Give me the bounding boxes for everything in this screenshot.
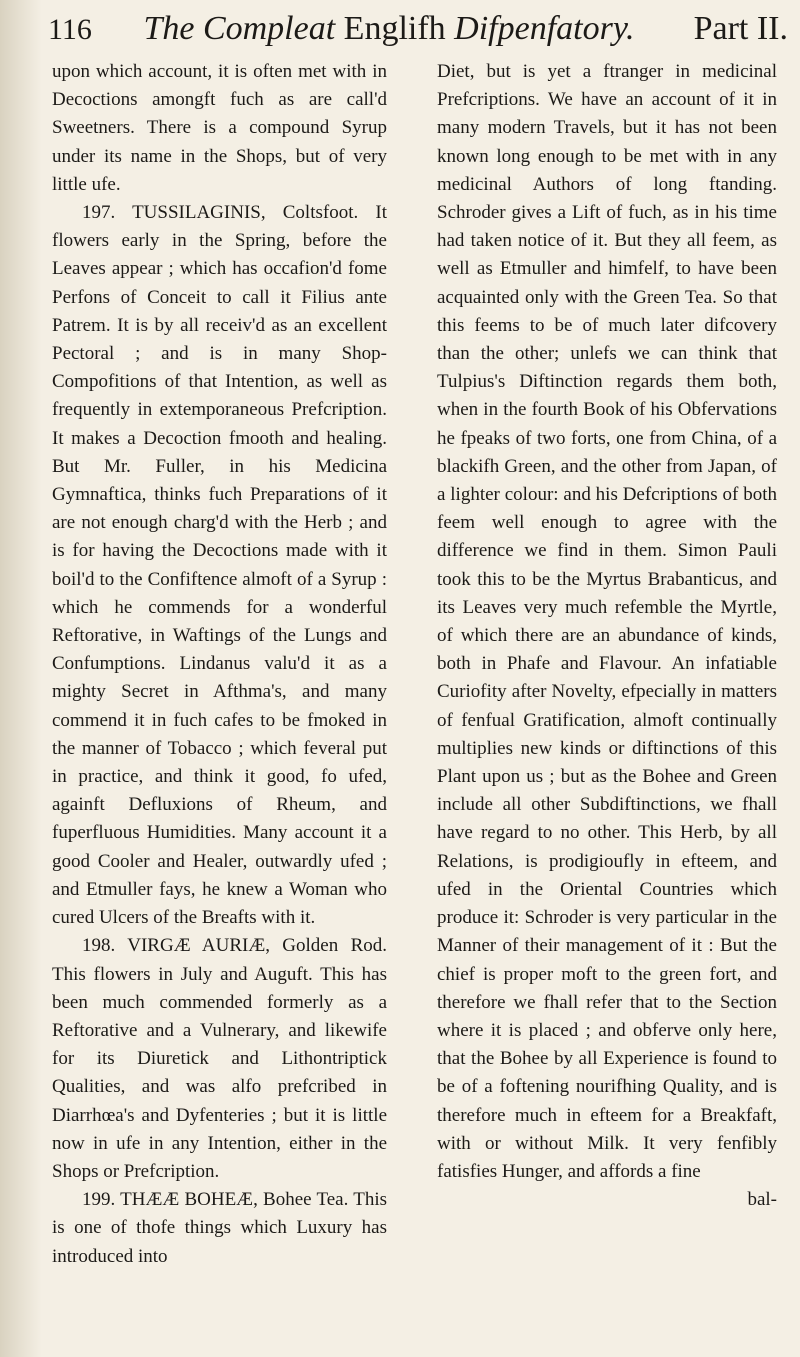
entry-199-bohee-tea: 199. THÆÆ BOHEÆ, Bohee Tea. This is one of thofe things which Luxury has introduced into bbox=[52, 1189, 387, 1267]
title-part-c: Difpenfatory. bbox=[445, 10, 635, 47]
title-part-a: The Compleat bbox=[143, 10, 344, 47]
running-header bbox=[48, 10, 788, 60]
paragraph-bohee-tea-continued: Diet, but is yet a ftranger in medicinal Prefcriptions. We have an account of it in many modern Travels, but it has not been known long enough to be met with in any medicinal Authors of long ftanding. Schroder gives a Lift of fuch, as in his time had taken notice of it. But they all feem, as well as Etmuller and himfelf, to have been acquainted only with the Green Tea. So that this feems to be of much later difcovery than the other; unlefs we can think that Tulpius's Diftinction regards them both, when in the fourth Book of his Obfervations he fpeaks of two forts, one from China, of a blackifh Green, and the other from Japan, of a lighter colour: and his Defcriptions of both feem well enough to agree with the difference we find in them. Simon Pauli took this to be the Myrtus Brabanticus, and its Leaves very much refemble the Myrtle, of which there are an abundance of kinds, both in Phafe and Flavour. An infatiable Curiofity after Novelty, efpecially in matters of fenfual Gratification, almoft continually multiplies new kinds or diftinctions of this Plant upon us ; but as the Bohee and Green include all other Subdiftinctions, we fhall have regard to no other. This Herb, by all Relations, is prodigioufly in efteem, and ufed in the Oriental Countries which produce it: Schroder is very particular in the Manner of their management of it : But the chief is proper moft to the green fort, and therefore we fhall refer that to the Section where it is placed ; and obferve only here, that the Bohee by all Experience is found to be of a foftening nourifhing Quality, and is therefore much in efteem for a Breakfaft, with or without Milk. It very fenfibly fatisfies Hunger, and affords a fine bbox=[437, 61, 777, 1182]
entry-198-golden-rod: 198. VIRGÆ AURIÆ, Golden Rod. This flowers in July and Auguft. This has been much commended formerly as a Reftorative and a Vulnerary, and likewife for its Diuretick and Lithontriptick Qualities, and was alfo prefcribed in Diarrhœa's and Dyfenteries ; but it is little now in ufe in any Intention, either in the Shops or Prefcription. bbox=[52, 935, 387, 1182]
left-column bbox=[52, 58, 387, 1271]
page-gutter-shadow bbox=[0, 0, 42, 1357]
title-part-b: Englifh bbox=[343, 10, 446, 47]
catchword: bal- bbox=[747, 1189, 777, 1211]
page-number: 116 bbox=[48, 13, 92, 46]
running-title bbox=[100, 10, 678, 48]
paragraph-continuation: upon which account, it is often met with in Decoctions amongft fuch as are call'd Sweetners. There is a compound Syrup under its name in the Shops, but of very little ufe. bbox=[52, 61, 387, 195]
entry-197-coltsfoot: 197. TUSSILAGINIS, Coltsfoot. It flowers early in the Spring, before the Leaves appear ; which has occafion'd fome Perfons of Conceit to call it Filius ante Patrem. It is by all receiv'd as an excellent Pectoral ; and is in many Shop-Compofitions of that Intention, as well as frequently in extemporaneous Prefcription. It makes a Decoction fmooth and healing. But Mr. Fuller, in his Medicina Gymnaftica, thinks fuch Preparations of it are not enough charg'd with the Herb ; and is for having the Decoctions made with it boil'd to the Confiftence almoft of a Syrup : which he commends for a wonderful Reftorative, in Waftings of the Lungs and Confumptions. Lindanus valu'd it as a mighty Secret in Afthma's, and many commend it in fuch cafes to be fmoked in the manner of Tobacco ; which feveral put in practice, and think it good, fo ufed, againft Defluxions of Rheum, and fuperfluous Humidities. Many account it a good Cooler and Healer, outwardly ufed ; and Etmuller fays, he knew a Woman who cured Ulcers of the Breafts with it. bbox=[52, 202, 387, 929]
right-column bbox=[437, 58, 777, 1214]
part-label: Part II. bbox=[693, 10, 788, 47]
